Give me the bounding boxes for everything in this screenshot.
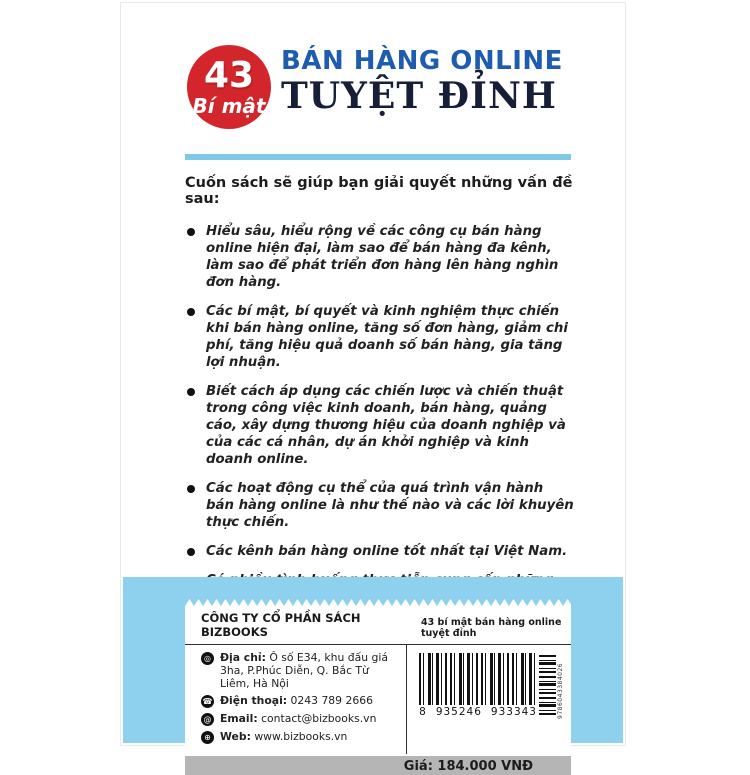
benefits-list — [185, 223, 575, 606]
ean-digits — [419, 706, 537, 718]
contact-value: www.bizbooks.vn — [254, 730, 348, 743]
benefit-item: Hiểu sâu, hiểu rộng về các công cụ bán hàng online hiện đại, làm sao để bán hàng đa kênh, làm sao để phát triển đơn hàng lên hàng nghìn đơn hàng. — [185, 223, 575, 291]
book-name-small: 43 bí mật bán hàng online tuyệt đỉnh — [421, 617, 562, 639]
phone-icon: ☎ — [202, 697, 213, 706]
ean-lead-digit: 8 — [419, 706, 427, 718]
contact-value: 0243 789 2666 — [290, 694, 373, 707]
company-name: CÔNG TY CỔ PHẦN SÁCH BIZBOOKS — [201, 611, 361, 639]
badge-number: 43 — [203, 55, 255, 96]
divider-bar — [185, 154, 571, 160]
web-icon: ⊕ — [201, 731, 214, 744]
contact-row-address — [201, 651, 398, 690]
contact-text — [220, 712, 376, 726]
contact-label: Điện thoại: — [220, 694, 288, 707]
ean-barcode — [419, 653, 537, 705]
contact-row-email — [201, 712, 398, 726]
contact-text — [220, 651, 398, 690]
isbn-digits: 9786043384026 — [557, 662, 564, 719]
badge-label: Bí mật — [192, 94, 266, 118]
benefit-item: Biết cách áp dụng các chiến lược và chiến thuật trong công việc kinh doanh, bán hàng, quảng cáo, xây dựng thương hiệu của doanh nghiệp và của các cá nhân, dự án khởi nghiệp và kinh doanh online. — [185, 383, 575, 468]
contact-row-phone — [201, 694, 398, 708]
ticket-perforation — [185, 599, 571, 606]
contact-text — [220, 730, 347, 744]
intro-heading: Cuốn sách sẽ giúp bạn giải quyết những vấn đề sau: — [185, 175, 573, 207]
ean-group2: 933343 — [490, 706, 537, 718]
book-title-line1: BÁN HÀNG ONLINE — [281, 46, 563, 76]
secrets-count-badge — [187, 45, 271, 129]
email-icon: @ — [201, 713, 214, 726]
book-title-line2: TUYỆT ĐỈNH — [281, 75, 557, 118]
contact-row-web — [201, 730, 398, 744]
isbn-bars — [539, 655, 556, 715]
ticket-body — [185, 606, 571, 756]
contact-value: Ô số E34, khu đấu giá 3ha, P.Phúc Diễn, Q. Bắc Từ Liêm, Hà Nội — [220, 651, 388, 690]
ticket-header — [185, 606, 571, 645]
contact-label: Web: — [220, 730, 251, 743]
isbn-side-barcode — [539, 653, 565, 719]
publisher-info-ticket — [185, 599, 571, 775]
contact-text — [220, 694, 373, 708]
benefits-section — [185, 175, 575, 618]
location-icon: ◎ — [201, 652, 214, 665]
footer-band — [123, 577, 623, 774]
book-back-cover — [120, 2, 626, 774]
contact-list — [185, 645, 407, 754]
benefit-item: Các bí mật, bí quyết và kinh nghiệm thực chiến khi bán hàng online, tăng số đơn hàng, giảm chi phí, tăng hiệu quả doanh số bán hàng, gia tăng lợi nhuận. — [185, 303, 575, 371]
ean-group1: 935246 — [435, 706, 482, 718]
contact-label: Địa chỉ: — [220, 651, 266, 664]
barcode-area — [407, 645, 571, 754]
contact-label: Email: — [220, 712, 258, 725]
contact-value: contact@bizbooks.vn — [261, 712, 377, 725]
benefit-item: Các kênh bán hàng online tốt nhất tại Việt Nam. — [185, 543, 575, 560]
price-bar: Giá: 184.000 VNĐ — [185, 756, 571, 775]
book-title — [281, 46, 563, 118]
benefit-item: Các hoạt động cụ thể của quá trình vận hành bán hàng online là như thế nào và các lời khuyên thực chiến. — [185, 480, 575, 531]
